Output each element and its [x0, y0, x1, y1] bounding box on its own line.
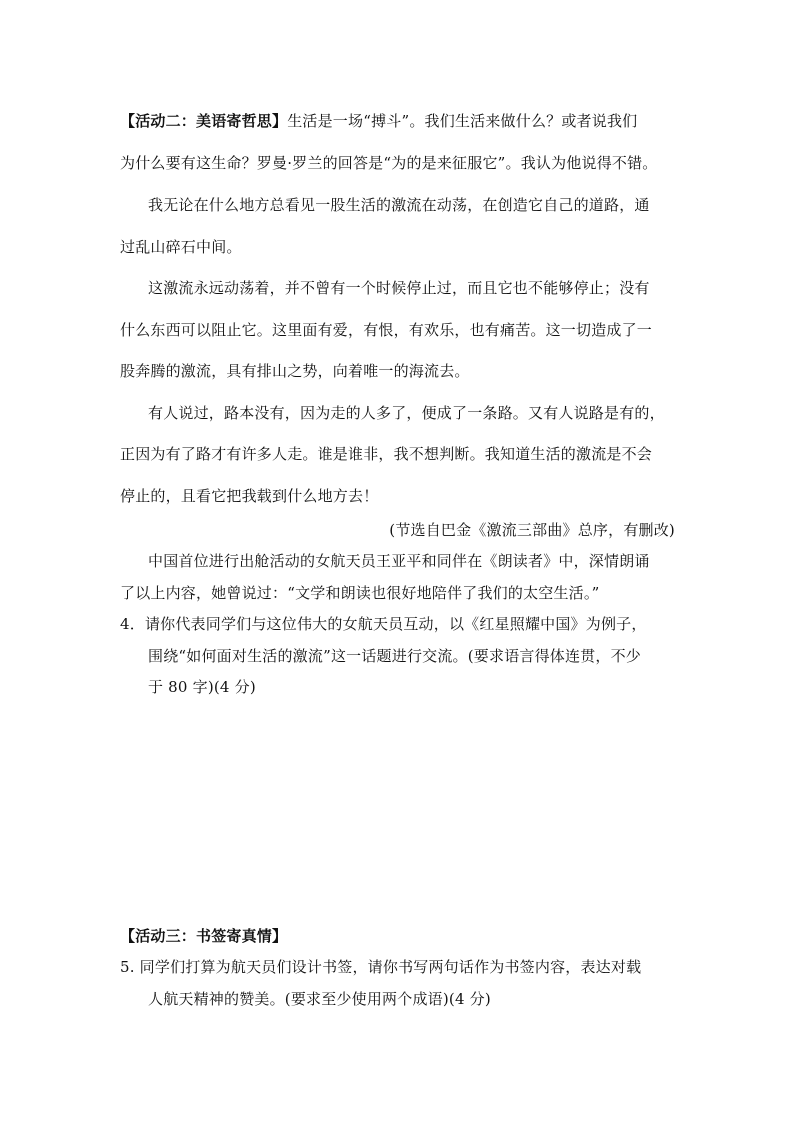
intro-line-1: 中国首位进行出舱活动的女航天员王亚平和同伴在《朗读者》中，深情朗诵 — [148, 552, 650, 570]
question5-line-1: 5. 同学们打算为航天员们设计书签，请你书写两句话作为书签内容，表达对载 — [120, 958, 642, 976]
question4-line-1: 4．请你代表同学们与这位伟大的女航天员互动，以《红星照耀中国》为例子， — [120, 615, 647, 633]
question4-line-3: 于 80 字)(4 分) — [148, 678, 256, 696]
intro-line-2: 了以上内容，她曾说过：“文学和朗读也很好地陪伴了我们的太空生活。” — [120, 584, 600, 602]
question5-line-2: 人航天精神的赞美。(要求至少使用两个成语)(4 分) — [148, 990, 491, 1008]
paragraph-line-9: 正因为有了路才有许多人走。谁是谁非，我不想判断。我知道生活的激流是不会 — [120, 445, 653, 463]
source-citation: (节选自巴金《激流三部曲》总序，有删改) — [389, 521, 675, 539]
activity2-heading: 【活动二：美语寄哲思】 — [120, 112, 288, 130]
paragraph-line-6: 什么东西可以阻止它。这里面有爱，有恨，有欢乐，也有痛苦。这一切造成了一 — [120, 321, 653, 339]
question4-line-2: 围绕“如何面对生活的激流”这一话题进行交流。(要求语言得体连贯，不少 — [148, 647, 641, 665]
paragraph-line-5: 这激流永远动荡着，并不曾有一个时候停止过，而且它也不能够停止；没有 — [148, 279, 650, 297]
paragraph-line-10: 停止的，且看它把我载到什么地方去！ — [120, 487, 379, 505]
activity3-heading: 【活动三：书签寄真情】 — [120, 927, 288, 945]
paragraph-line-7: 股奔腾的激流，具有排山之势，向着唯一的海流去。 — [120, 362, 470, 380]
paragraph-line-8: 有人说过，路本没有，因为走的人多了，便成了一条路。又有人说路是有的， — [148, 404, 665, 422]
paragraph-line-4: 过乱山碎石中间。 — [120, 238, 242, 256]
activity2-line-2: 为什么要有这生命？罗曼·罗兰的回答是“为的是来征服它”。我认为他说得不错。 — [120, 154, 658, 172]
paragraph-line-3: 我无论在什么地方总看见一股生活的激流在动荡，在创造它自己的道路，通 — [148, 196, 650, 214]
activity2-text-1: 生活是一场“搏斗”。我们生活来做什么？或者说我们 — [287, 112, 638, 130]
activity2-line-1 — [120, 110, 637, 131]
